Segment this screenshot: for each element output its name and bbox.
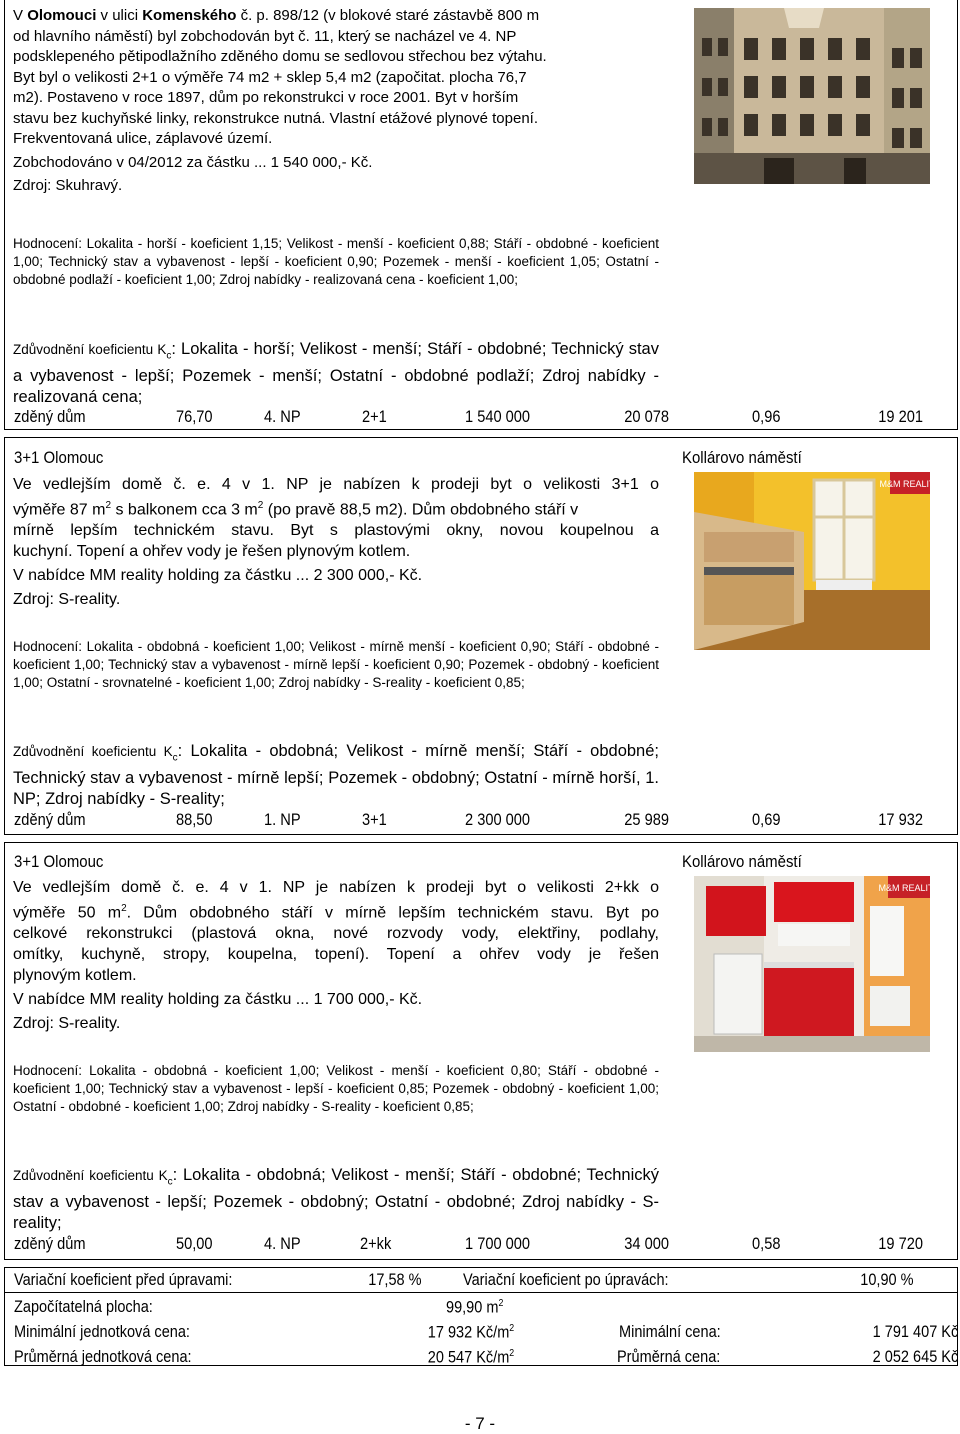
listing-1-reason: Zdůvodnění koeficientu $K_c$: Lokalita - horší; Velikost - menší; Stáří - obdobné; Technický stav a vybavenost - lepší; Pozemek - menší; Ostatní - obdobné podlaží; Zdroj nabídky - realizovaná cena; bbox=[13, 340, 659, 407]
row-price: 1 540 000 bbox=[465, 407, 531, 426]
row-building-type: zděný dům bbox=[14, 407, 86, 426]
avg-unit-label: Průměrná jednotková cena: bbox=[14, 1348, 192, 1366]
interior-photo-3 bbox=[694, 876, 940, 1052]
source-line: Zdroj: S-reality. bbox=[13, 1015, 121, 1033]
row-coefficient: 0,96 bbox=[752, 407, 781, 426]
listing-2-reason: Zdůvodnění koeficientu $K_c$: Lokalita - obdobná; Velikost - mírně menší; Stáří - obdobné; Technický stav a vybavenost - mírně lepší; Pozemek - obdobný; Ostatní - mírně horší, 1. NP; Zdroj nabídky - S-reality; bbox=[13, 742, 659, 809]
row-area: 76,70 bbox=[176, 407, 213, 426]
listing-1-description bbox=[13, 6, 659, 197]
desc-line-3: podsklepeného pětipodlažního zděného domu se sedlovou střechou bez výtahu. bbox=[13, 48, 547, 65]
listing-1-evaluation: Hodnocení: Lokalita - horší - koeficient 1,15; Velikost - menší - koeficient 0,88; Stáří - obdobné - koeficient 1,00; Technický stav a vybavenost - lepší - koeficient 0,90; Pozemek - menší - koeficient 1,05; Ostatní - obdobné podlaží - koeficient 1,00; Zdroj nabídky - realizovaná cena - koeficient 1,00; bbox=[13, 236, 659, 287]
listing-2-location: Kollárovo náměstí bbox=[682, 448, 802, 467]
listing-2-evaluation: Hodnocení: Lokalita - obdobná - koeficient 1,00; Velikost - mírně menší - koeficient 0,90; Stáří - obdobné - koeficient 1,00; Technický stav a vybavenost - mírně lepší - koeficient 0,90; Pozemek - obdobný - koeficient 1,00; Ostatní - srovnatelné - koeficient 1,00; Zdroj nabídky - S-reality - koeficient 0,85; bbox=[13, 639, 659, 690]
desc-line-2: od hlavního náměstí) byl zobchodován byt č. 11, který se nacházel ve 4. NP bbox=[13, 27, 517, 45]
min-price-label: Minimální cena: bbox=[619, 1323, 721, 1341]
row-adjusted-price: 19 201 bbox=[878, 407, 923, 426]
avg-price-value: 2 052 645 Kč bbox=[872, 1348, 958, 1366]
listing-3-location: Kollárovo náměstí bbox=[682, 852, 802, 871]
row-floor: 4. NP bbox=[264, 407, 301, 426]
listing-3-evaluation: Hodnocení: Lokalita - obdobná - koeficient 1,00; Velikost - menší - koeficient 0,80; Stáří - obdobné - koeficient 1,00; Technický stav a vybavenost - lepší - koeficient 0,85; Pozemek - obdobný - koeficient 1,00; Ostatní - obdobné - koeficient 1,00; Zdroj nabídky - S-reality - koeficient 0,85; bbox=[13, 1063, 659, 1114]
min-unit-value: 17 932 $Kč/m^2$ bbox=[427, 1323, 514, 1342]
avg-unit-value: 20 547 $Kč/m^2$ bbox=[427, 1348, 514, 1367]
desc-line-1: V Olomouci v ulici Komenského č. p. 898/12 (v blokové staré zástavbě 800 m bbox=[13, 7, 540, 24]
min-price-value: 1 791 407 Kč bbox=[872, 1323, 958, 1341]
listing-2-description: Ve vedlejším domě č. e. 4 v 1. NP je nabízen k prodeji byt o velikosti 3+1 o výměře 87 $m^2$ s balkonem cca 3 $m^2$ (po pravě 88,5 m2). Dům obdobného stáří v mírně lepším technickém stavu. Byt s plastovými okny, novou koupelnou a kuchyní. Topení a ohřev vody je řešen plynovým kotlem. V nabídce MM reality holding za částku ... 2 300 000,- Kč. Zdroj: S-reality. bbox=[13, 476, 659, 609]
min-unit-label: Minimální jednotková cena: bbox=[14, 1323, 190, 1341]
price-line: V nabídce MM reality holding za částku ... 2 300 000,- Kč. bbox=[13, 567, 423, 585]
row-unit-price: 20 078 bbox=[624, 407, 669, 426]
price-line: V nabídce MM reality holding za částku ... 1 700 000,- Kč. bbox=[13, 991, 423, 1009]
desc-line-6: stavu bez kuchyňské linky, rekonstrukce nutná. Vlastní etážové plynové topení. bbox=[13, 109, 539, 127]
listing-3-description: Ve vedlejším domě č. e. 4 v 1. NP je nabízen k prodeji byt o velikosti 2+kk o výměře 50 $m^2$. Dům obdobného stáří v mírně lepším technickém stavu. Byt po celkové rekonstrukci (plastová okna, nové rozvody vody, elektřiny, podlahy, omítky, kuchyně, stropy, koupelna, topení). Topení a ohřev vody je řešen plynovým kotlem. V nabídce MM reality holding za částku ... 1 700 000,- Kč. Zdroj: S-reality. bbox=[13, 879, 659, 1033]
var-after-label: Variační koeficient po úpravách: bbox=[463, 1271, 669, 1289]
desc-line-7: Frekventovaná ulice, záplavové území. bbox=[13, 130, 273, 147]
source-line: Zdroj: S-reality. bbox=[13, 591, 121, 609]
desc-line-4: Byt byl o velikosti 2+1 o výměře 74 m2 + sklep 5,4 m2 (započitat. plocha 76,7 bbox=[13, 68, 527, 86]
interior-photo-2 bbox=[694, 472, 941, 650]
avg-price-label: Průměrná cena: bbox=[617, 1348, 721, 1366]
var-before-value: 17,58 % bbox=[368, 1271, 422, 1289]
building-photo bbox=[694, 8, 930, 184]
page-number: - 7 - bbox=[464, 1414, 496, 1433]
price-line: Zobchodováno v 04/2012 za částku ... 1 540 000,- Kč. bbox=[13, 153, 373, 171]
listing-3-title: 3+1 Olomouc bbox=[14, 852, 104, 871]
listing-2-title: 3+1 Olomouc bbox=[14, 448, 104, 467]
svg-text:M&M REALITY: M&M REALITY bbox=[878, 883, 940, 893]
area-value: 99,90 $m^2$ bbox=[446, 1298, 504, 1317]
desc-line-5: m2). Postaveno v roce 1897, dům po rekonstrukci v roce 2001. Byt v horším bbox=[13, 89, 519, 106]
row-layout: 2+1 bbox=[362, 407, 387, 426]
svg-text:M&M REALITY: M&M REALITY bbox=[879, 479, 941, 489]
var-after-value: 10,90 % bbox=[860, 1271, 914, 1289]
var-before-label: Variační koeficient před úpravami: bbox=[14, 1271, 233, 1289]
area-label: Započítatelná plocha: bbox=[14, 1298, 153, 1316]
listing-3-reason: Zdůvodnění koeficientu $K_c$: Lokalita - obdobná; Velikost - menší; Stáří - obdobné; Technický stav a vybavenost - lepší; Pozemek - obdobný; Ostatní - obdobné; Zdroj nabídky - S-reality; bbox=[13, 1166, 660, 1233]
source-line: Zdroj: Skuhravý. bbox=[13, 177, 123, 194]
